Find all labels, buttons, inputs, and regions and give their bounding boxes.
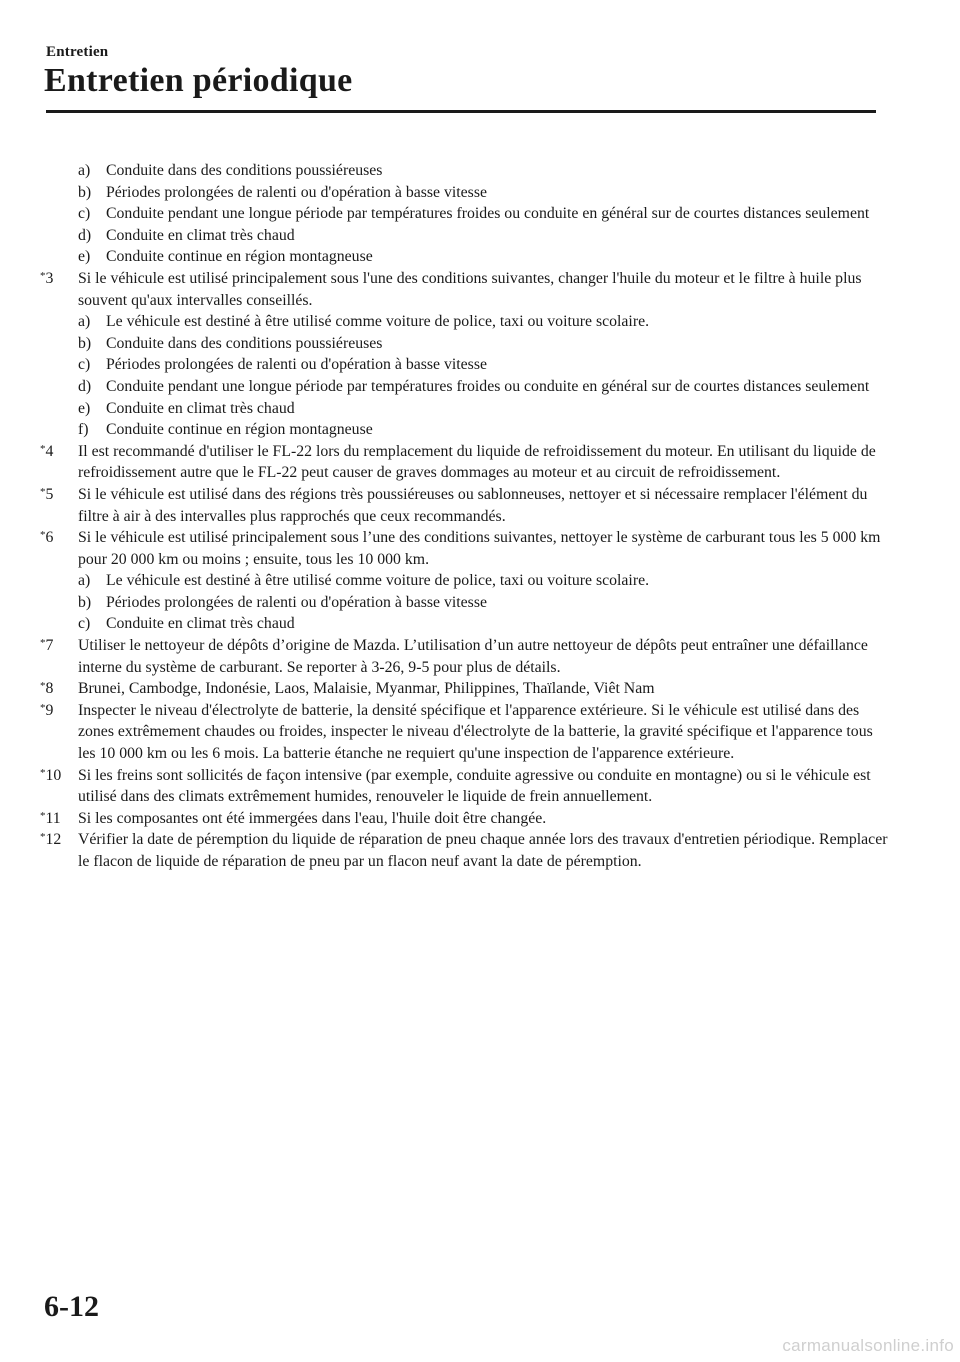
sub-list-item — [40, 570, 890, 592]
list-marker: a) — [78, 313, 91, 331]
sub-list-item — [40, 333, 890, 355]
footnote-number: 6 — [45, 529, 54, 547]
item-text: Conduite continue en région montagneuse — [106, 248, 373, 266]
footnote-item — [40, 678, 890, 700]
footnote-marker — [40, 829, 78, 851]
footnote-item — [40, 635, 890, 678]
footnote-item — [40, 484, 890, 527]
footnote-item — [40, 441, 890, 484]
item-text: Si les composantes ont été immergées dans l'eau, l'huile doit être changée. — [78, 809, 547, 827]
footnote-number: 8 — [45, 680, 54, 698]
sub-list-item — [40, 376, 890, 398]
item-text: Périodes prolongées de ralenti ou d'opération à basse vitesse — [106, 183, 487, 201]
item-text: Utiliser le nettoyeur de dépôts d’origine de Mazda. L’utilisation d’un autre nettoyeur de dépôts peut entraîner une défaillance interne du système de carburant. Se reporter à 3-26, 9-5 pour plus de détails. — [78, 637, 868, 676]
footnote-marker — [40, 441, 78, 463]
list-marker: c) — [78, 615, 91, 633]
section-label: Entretien — [46, 44, 109, 60]
sub-list-item — [40, 182, 890, 204]
footnote-asterisk: * — [40, 766, 46, 779]
sub-list-item — [40, 592, 890, 614]
footnote-asterisk: * — [40, 442, 46, 455]
footnote-number: 5 — [45, 485, 54, 503]
sub-list-item — [40, 419, 890, 441]
list-marker: d) — [78, 377, 92, 395]
item-text: Conduite continue en région montagneuse — [106, 421, 373, 439]
watermark: carmanualsonline.info — [782, 1336, 954, 1355]
footnote-marker — [40, 808, 78, 830]
footnote-marker — [40, 268, 78, 290]
footnote-marker — [40, 765, 78, 787]
item-text: Conduite dans des conditions poussiéreuses — [106, 334, 383, 352]
item-text: Conduite en climat très chaud — [106, 226, 295, 244]
footnotes-list — [40, 160, 890, 873]
list-marker: a) — [78, 162, 91, 179]
footnote-item — [40, 527, 890, 570]
footnote-item — [40, 765, 890, 808]
list-marker: e) — [78, 248, 91, 266]
footnote-asterisk: * — [40, 637, 46, 650]
footnote-number: 4 — [45, 442, 54, 460]
item-text: Le véhicule est destiné à être utilisé comme voiture de police, taxi ou voiture scolaire. — [106, 313, 650, 331]
footnote-marker — [40, 678, 78, 700]
item-text: Inspecter le niveau d'électrolyte de batterie, la densité spécifique et l'apparence extérieure. Si le véhicule est utilisé dans des zones extrêmement chaudes ou froides, inspecter le niveau d'électrolyte de la batterie, la gravité spécifique et l'apparence tous les 10 000 km ou les 6 mois. La batterie étanche ne requiert qu'une inspection de l'apparence extérieure. — [78, 701, 873, 763]
title-divider — [46, 110, 876, 113]
footnote-asterisk: * — [40, 269, 46, 282]
item-text: Il est recommandé d'utiliser le FL-22 lors du remplacement du liquide de refroidissement du moteur. En utilisant du liquide de refroidissement autre que le FL-22 peut causer de graves dommages au moteur et au circuit de refroidissement. — [78, 442, 876, 482]
item-text: Si les freins sont sollicités de façon intensive (par exemple, conduite agressive ou conduite en montagne) ou si le véhicule est utilisé dans des climats extrêmement humides, renouveler le liquide de frein annuellement. — [78, 766, 871, 806]
sub-list-item — [40, 160, 890, 182]
footnote-asterisk: * — [40, 809, 46, 822]
footnote-marker — [40, 700, 78, 722]
item-text: Conduite en climat très chaud — [106, 615, 295, 633]
item-text: Si le véhicule est utilisé dans des régions très poussiéreuses ou sablonneuses, nettoyer et si nécessaire remplacer l'élément du filtre à air à des intervalles plus rapprochés que ceux recommandés. — [78, 485, 868, 525]
footnote-number: 9 — [45, 701, 54, 719]
list-marker: f) — [78, 421, 89, 439]
page-title: Entretien périodique — [44, 62, 353, 99]
sub-list-item — [40, 246, 890, 268]
sub-list-item — [40, 311, 890, 333]
item-text: Si le véhicule est utilisé principalement sous l’une des conditions suivantes, nettoyer le système de carburant tous les 5 000 km pour 20 000 km ou moins ; ensuite, tous les 10 000 km. — [78, 529, 881, 568]
footnote-item — [40, 829, 890, 872]
item-text: Périodes prolongées de ralenti ou d'opération à basse vitesse — [106, 356, 487, 374]
list-marker: c) — [78, 205, 91, 223]
list-marker: e) — [78, 399, 91, 417]
list-marker: b) — [78, 334, 92, 352]
item-text: Le véhicule est destiné à être utilisé comme voiture de police, taxi ou voiture scolaire. — [106, 572, 650, 590]
item-text: Périodes prolongées de ralenti ou d'opération à basse vitesse — [106, 593, 487, 611]
sub-list-item — [40, 398, 890, 420]
footnote-item — [40, 700, 890, 765]
sub-list-item — [40, 225, 890, 247]
footnote-asterisk: * — [40, 485, 46, 498]
item-text: Vérifier la date de péremption du liquide de réparation de pneu chaque année lors des travaux d'entretien périodique. Remplacer le flacon de liquide de réparation de pneu par un flacon neuf avant la date de péremption. — [78, 831, 888, 870]
list-marker: b) — [78, 183, 92, 201]
list-marker: c) — [78, 356, 91, 374]
item-text: Conduite pendant une longue période par températures froides ou conduite en général sur de courtes distances seulement — [106, 377, 870, 395]
footnote-asterisk: * — [40, 680, 46, 693]
item-text: Si le véhicule est utilisé principalement sous l'une des conditions suivantes, changer l'huile du moteur et le filtre à huile plus souvent qu'aux intervalles conseillés. — [78, 269, 862, 309]
footnote-item — [40, 268, 890, 311]
item-text: Conduite en climat très chaud — [106, 399, 295, 417]
page-number: 6-12 — [44, 1290, 99, 1323]
footnote-asterisk: * — [40, 701, 46, 714]
footnote-number: 3 — [45, 269, 54, 287]
list-marker: d) — [78, 226, 92, 244]
footnote-item — [40, 808, 890, 830]
item-text: Conduite dans des conditions poussiéreuses — [106, 162, 383, 179]
sub-list-item — [40, 613, 890, 635]
list-marker: a) — [78, 572, 91, 590]
list-marker: b) — [78, 593, 92, 611]
footnote-marker — [40, 527, 78, 549]
sub-list-item — [40, 354, 890, 376]
footnote-number: 7 — [45, 637, 54, 655]
footnote-asterisk: * — [40, 831, 46, 844]
item-text: Conduite pendant une longue période par températures froides ou conduite en général sur de courtes distances seulement — [106, 205, 870, 223]
footnote-marker — [40, 484, 78, 506]
footnote-marker — [40, 635, 78, 657]
footnote-number: 12 — [45, 831, 62, 849]
footnote-asterisk: * — [40, 529, 46, 542]
footnote-number: 11 — [45, 809, 61, 827]
sub-list-item — [40, 203, 890, 225]
footnote-number: 10 — [45, 766, 62, 784]
item-text: Brunei, Cambodge, Indonésie, Laos, Malaisie, Myanmar, Philippines, Thaïlande, Viêt Nam — [78, 680, 655, 698]
